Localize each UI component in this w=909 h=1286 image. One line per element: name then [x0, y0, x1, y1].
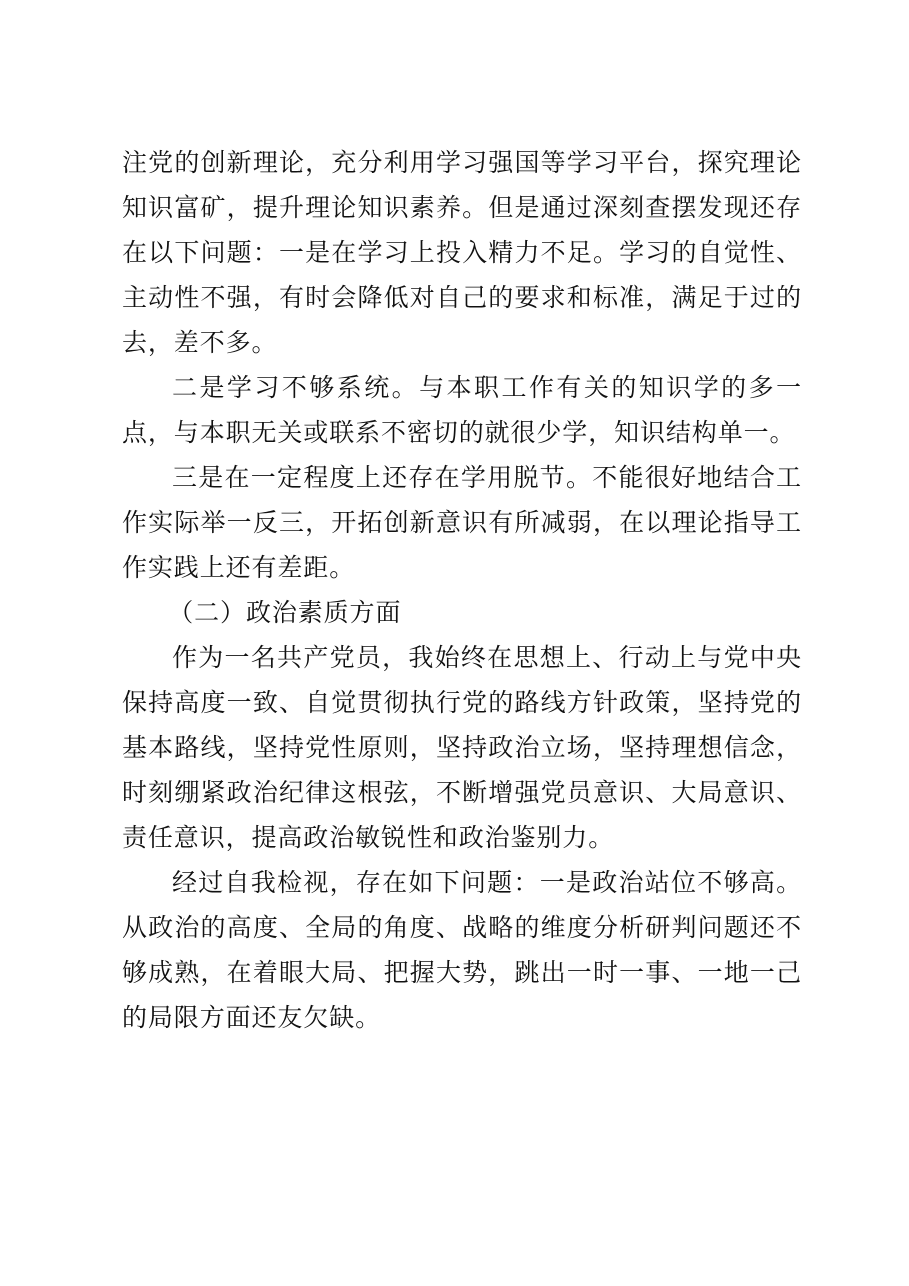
paragraph-political-stance: 作为一名共产党员，我始终在思想上、行动上与党中央保持高度一致、自觉贯彻执行党的路线方针政策，坚持党的基本路线，坚持党性原则，坚持政治立场，坚持理想信念，时刻绷紧政治纪律这根弦，不断增强党员意识、大局意识、责任意识，提高政治敏锐性和政治鉴别力。 — [122, 643, 802, 852]
paragraph-continuation: 注党的创新理论，充分利用学习强国等学习平台，探究理论知识富矿，提升理论知识素养。但是通过深刻查摆发现还存在以下问题：一是在学习上投入精力不足。学习的自觉性、主动性不强，有时会降低对自己的要求和标准，满足于过的去，差不多。 — [122, 148, 802, 357]
document-body — [122, 140, 802, 1040]
paragraph-point-two: 二是学习不够系统。与本职工作有关的知识学的多一点，与本职无关或联系不密切的就很少学，知识结构单一。 — [122, 373, 802, 447]
section-heading-political-quality: （二）政治素质方面 — [168, 598, 402, 627]
paragraph-self-review: 经过自我检视，存在如下问题：一是政治站位不够高。从政治的高度、全局的角度、战略的维度分析研判问题还不够成熟，在着眼大局、把握大势，跳出一时一事、一地一己的局限方面还友欠缺。 — [122, 868, 802, 1032]
paragraph-point-three: 三是在一定程度上还存在学用脱节。不能很好地结合工作实际举一反三，开拓创新意识有所减弱，在以理论指导工作实践上还有差距。 — [122, 463, 802, 582]
